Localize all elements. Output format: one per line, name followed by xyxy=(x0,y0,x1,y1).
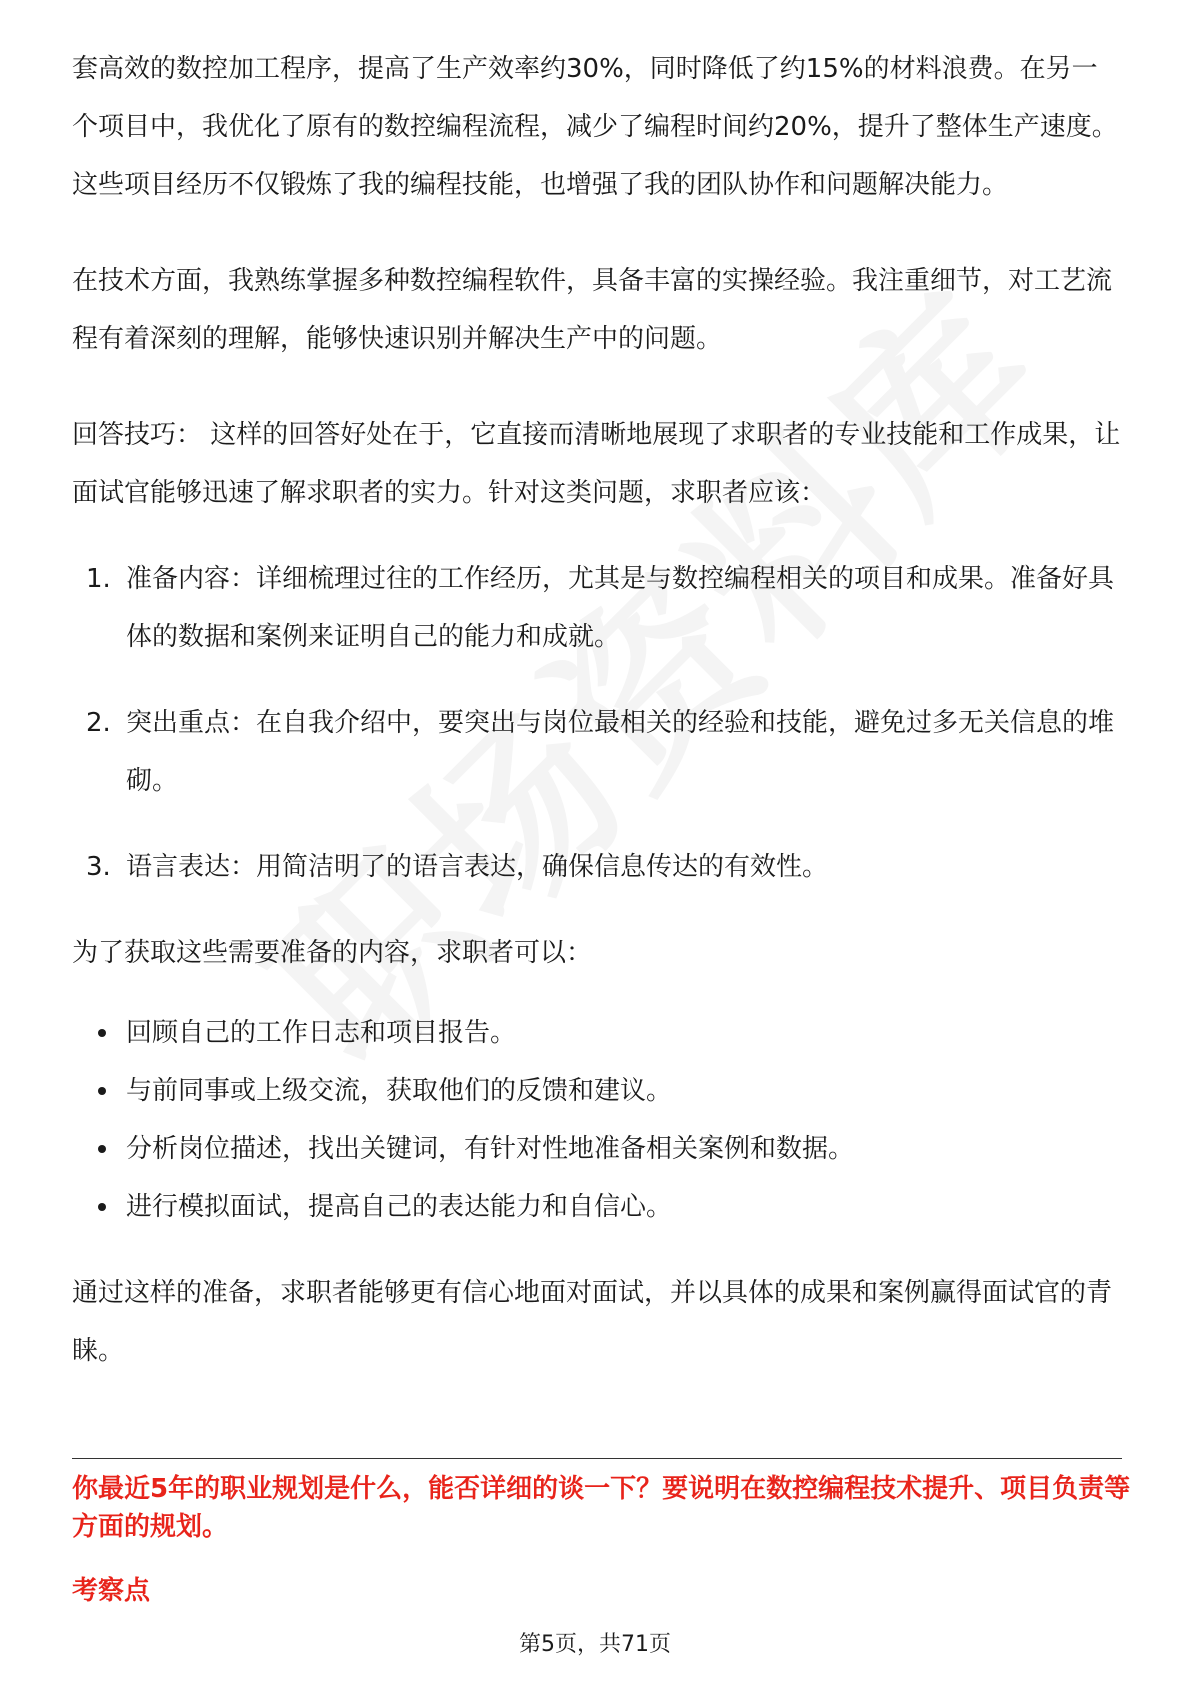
bullet-icon xyxy=(98,1203,106,1211)
list-item-text: 回顾自己的工作日志和项目报告。 xyxy=(126,1018,517,1048)
list-item-text: 进行模拟面试，提高自己的表达能力和自信心。 xyxy=(126,1192,673,1222)
paragraph-answer-tips: 回答技巧： 这样的回答好处在于，它直接而清晰地展现了求职者的专业技能和工作成果，让面试官能够迅速了解求职者的实力。针对这类问题，求职者应该： xyxy=(72,420,1121,508)
ordered-list xyxy=(72,550,1122,896)
list-item xyxy=(72,1120,1122,1178)
paragraph-technical-skills: 在技术方面，我熟练掌握多种数控编程软件，具备丰富的实操经验。我注重细节，对工艺流程有着深刻的理解，能够快速识别并解决生产中的问题。 xyxy=(72,266,1113,354)
paragraph-project-experience: 套高效的数控加工程序，提高了生产效率约30%，同时降低了约15%的材料浪费。在另一个项目中，我优化了原有的数控编程流程，减少了编程时间约20%，提升了整体生产速度。这些项目经历不仅锻炼了我的编程技能，也增强了我的团队协作和问题解决能力。 xyxy=(72,54,1118,200)
paragraph-bullets-intro: 为了获取这些需要准备的内容，求职者可以： xyxy=(72,938,593,968)
list-item-text: 与前同事或上级交流，获取他们的反馈和建议。 xyxy=(126,1076,673,1106)
list-item xyxy=(72,1178,1122,1236)
bullet-icon xyxy=(98,1029,106,1037)
paragraph-closing: 通过这样的准备，求职者能够更有信心地面对面试，并以具体的成果和案例赢得面试官的青睐。 xyxy=(72,1278,1113,1366)
section-heading: 考察点 xyxy=(72,1576,151,1606)
list-item xyxy=(72,838,1122,896)
list-item xyxy=(72,694,1122,810)
bullet-icon xyxy=(98,1087,106,1095)
interview-question: 你最近5年的职业规划是什么，能否详细的谈一下？要说明在数控编程技术提升、项目负责等方面的规划。 xyxy=(72,1474,1131,1542)
bullet-list xyxy=(72,1004,1122,1236)
list-item-text: 突出重点：在自我介绍中，要突出与岗位最相关的经验和技能，避免过多无关信息的堆砌。 xyxy=(126,708,1115,796)
list-number: 1. xyxy=(86,564,111,594)
main-content xyxy=(72,40,1122,1380)
bullet-icon xyxy=(98,1145,106,1153)
list-number: 2. xyxy=(86,708,111,738)
page-number: 第5页，共71页 xyxy=(519,1632,671,1657)
list-item-text: 语言表达：用简洁明了的语言表达，确保信息传达的有效性。 xyxy=(126,852,829,882)
list-number: 3. xyxy=(86,852,111,882)
list-item xyxy=(72,550,1122,666)
list-item-text: 分析岗位描述，找出关键词，有针对性地准备相关案例和数据。 xyxy=(126,1134,855,1164)
section-divider xyxy=(72,1458,1122,1459)
list-item xyxy=(72,1062,1122,1120)
list-item xyxy=(72,1004,1122,1062)
list-item-text: 准备内容：详细梳理过往的工作经历，尤其是与数控编程相关的项目和成果。准备好具体的数据和案例来证明自己的能力和成就。 xyxy=(126,564,1115,652)
